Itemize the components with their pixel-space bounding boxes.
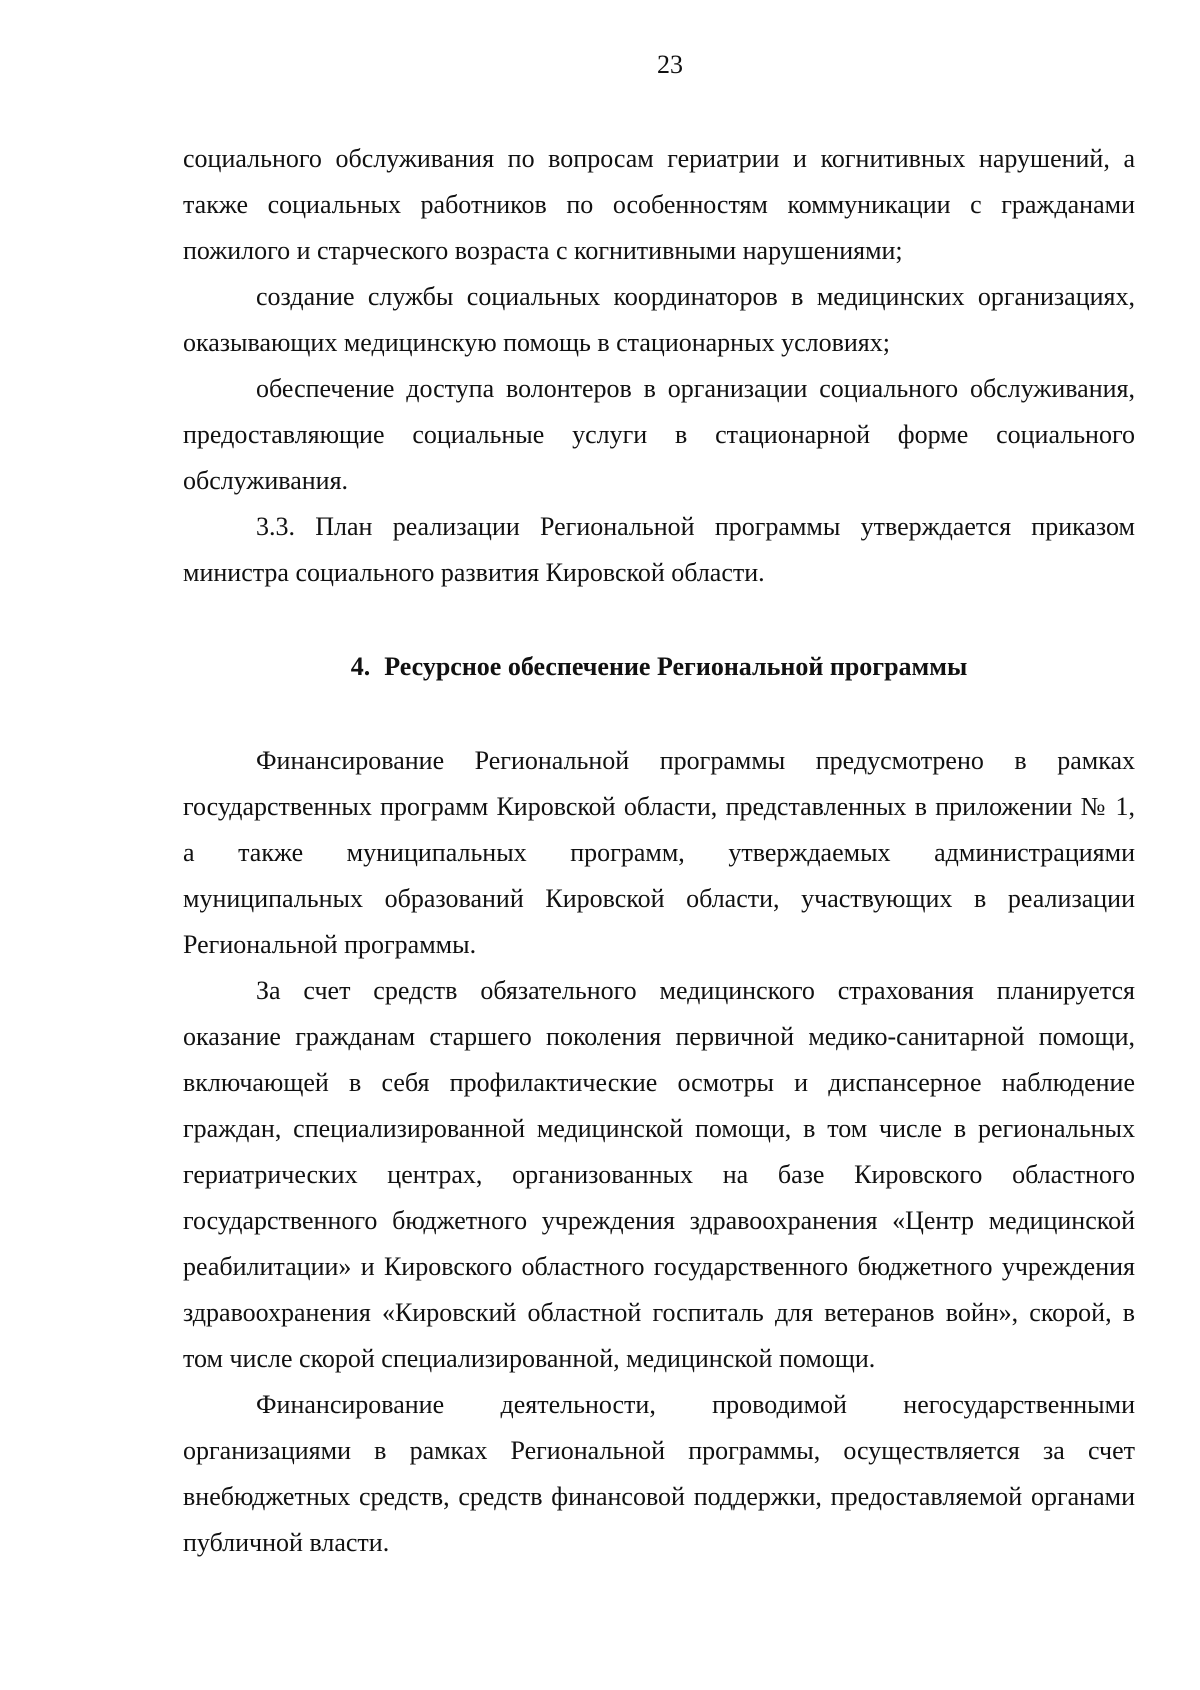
section-title: Ресурсное обеспечение Региональной программы — [384, 652, 968, 681]
paragraph-plan: 3.3. План реализации Региональной программы утверждается приказом министра социального развития Кировской области. — [183, 512, 1135, 587]
paragraph-nongovernmental: Финансирование деятельности, проводимой негосударственными организациями в рамках Региональной программы, осуществляется за счет внебюджетных средств, средств финансовой поддержки, предоставляемой органами публичной власти. — [183, 1390, 1135, 1557]
paragraph-continuation: социального обслуживания по вопросам гериатрии и когнитивных нарушений, а также социальных работников по особенностям коммуникации с гражданами пожилого и старческого возраста с когнитивными нарушениями; — [183, 144, 1135, 265]
page-number: 23 — [657, 50, 683, 79]
paragraph-financing: Финансирование Региональной программы предусмотрено в рамках государственных программ Кировской области, представленных в приложении № 1, а также муниципальных программ, утверждаемых администрациями муниципальных образований Кировской области, участвующих в реализации Региональной программы. — [183, 746, 1135, 959]
paragraph-volunteers: обеспечение доступа волонтеров в организации социального обслуживания, предоставляющие социальные услуги в стационарной форме социального обслуживания. — [183, 374, 1135, 495]
document-body — [183, 136, 1135, 1566]
paragraph-insurance: За счет средств обязательного медицинского страхования планируется оказание гражданам старшего поколения первичной медико-санитарной помощи, включающей в себя профилактические осмотры и диспансерное наблюдение граждан, специализированной медицинской помощи, в том числе в региональных гериатрических центрах, организованных на базе Кировского областного государственного бюджетного учреждения здравоохранения «Центр медицинской реабилитации» и Кировского областного государственного бюджетного учреждения здравоохранения «Кировский областной госпиталь для ветеранов войн», скорой, в том числе скорой специализированной, медицинской помощи. — [183, 976, 1135, 1373]
paragraph-coordinators: создание службы социальных координаторов в медицинских организациях, оказывающих медицинскую помощь в стационарных условиях; — [183, 282, 1135, 357]
section-number: 4. — [350, 652, 371, 681]
section-heading — [183, 644, 1135, 690]
